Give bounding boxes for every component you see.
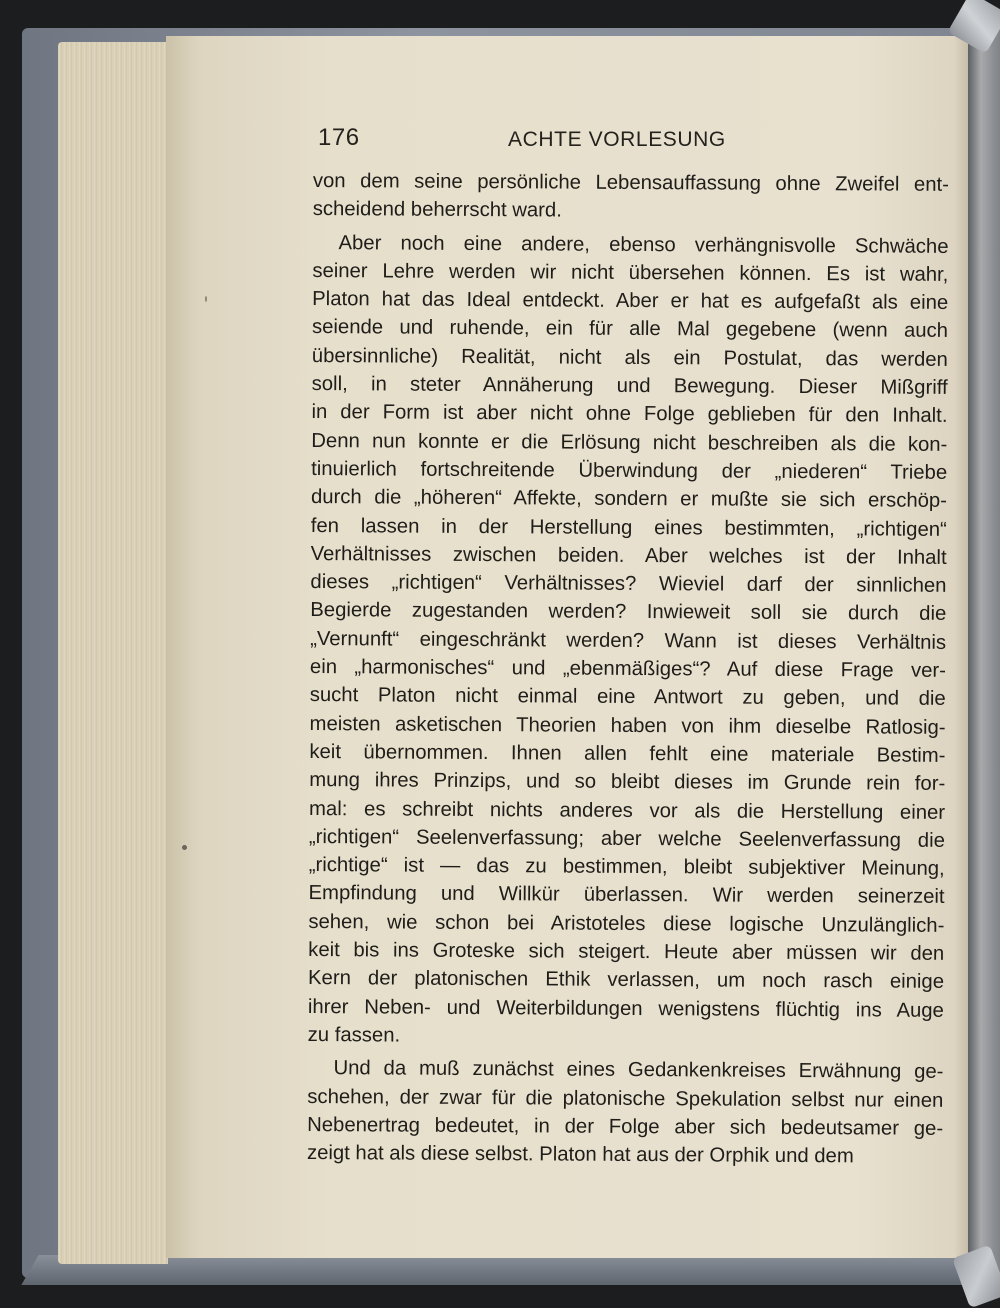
text-line: meisten asketischen Theorien haben von ihm dieselbe Ratlosig-	[309, 712, 946, 739]
text-line: seiende und ruhende, ein für alle Mal gegebene (wenn auch	[311, 316, 949, 343]
text-line: fen lassen in der Herstellung eines bestimmten, „richtigen“	[310, 514, 947, 541]
text-line: ein „harmonisches“ und „ebenmäßiges“? Auf diese Frage ver-	[309, 656, 947, 682]
text-line: Aber noch eine andere, ebenso verhängnisvolle Schwäche	[338, 231, 949, 258]
text-line: dieses „richtigen“ Verhältnisses? Wieviel darf der sinnlichen	[310, 571, 947, 598]
text-line: soll, in steter Annäherung und Bewegung. Dieser Mißgriff	[311, 373, 948, 399]
text-line: keit übernommen. Ihnen allen fehlt eine materiale Bestim-	[309, 740, 946, 767]
text-line: zu fassen.	[307, 1023, 401, 1047]
text-line: Nebenertrag bedeutet, in der Folge aber sich bedeutsamer ge-	[307, 1113, 944, 1140]
text-line: zeigt hat als diese selbst. Platon hat aus der Orphik und dem	[306, 1142, 854, 1168]
text-line: ihrer Neben- und Weiterbildungen wenigstens flüchtig ins Auge	[307, 995, 944, 1022]
text-line: Verhältnisses zwischen beiden. Aber welches ist der Inhalt	[310, 542, 947, 569]
text-line: Empfindung und Willkür überlassen. Wir werden seinerzeit	[308, 882, 945, 909]
page-speck	[182, 845, 187, 850]
gutter-shadow	[968, 30, 1000, 1270]
text-line: scheidend beherrscht ward.	[312, 198, 562, 222]
text-line: mung ihres Prinzips, und so bleibt dieses im Grunde rein for-	[309, 769, 946, 796]
text-line: Denn nun konnte er die Erlösung nicht beschreiben als die kon-	[311, 429, 948, 456]
page-number: 176	[318, 124, 360, 151]
running-head: ACHTE VORLESUNG	[508, 128, 726, 151]
text-line: Und da muß zunächst eines Gedankenkreises Erwähnung ge-	[333, 1057, 944, 1084]
text-line: sehen, wie schon bei Aristoteles diese logische Unzulänglich-	[308, 910, 945, 937]
text-line: schehen, der zwar für die platonische Spekulation selbst nur einen	[307, 1085, 944, 1112]
book-cover-bottom-edge	[21, 1255, 1000, 1285]
page-header	[318, 118, 958, 158]
text-line: keit bis ins Groteske sich steigert. Heute aber müssen wir den	[308, 939, 945, 965]
text-line: „Vernunft“ eingeschränkt werden? Wann ist dieses Verhältnis	[310, 627, 947, 654]
text-line: übersinnliche) Realität, nicht als ein Postulat, das werden	[311, 344, 948, 371]
text-line: Begierde zugestanden werden? Inwieweit soll sie durch die	[310, 599, 947, 626]
text-line: „richtigen“ Seelenverfassung; aber welche Seelenverfassung die	[308, 825, 945, 852]
text-line: tinuierlich fortschreitende Überwindung der „niederen“ Triebe	[311, 457, 948, 484]
text-line: von dem seine persönliche Lebensauffassung ohne Zweifel ent-	[312, 169, 949, 196]
text-line: durch die „höheren“ Affekte, sondern er mußte sie sich erschöp-	[310, 486, 948, 513]
page-speck	[205, 296, 207, 302]
text-line: Platon hat das Ideal entdeckt. Aber er hat es aufgefaßt als eine	[312, 288, 949, 315]
text-line: sucht Platon nicht einmal eine Antwort zu geben, und die	[309, 684, 946, 711]
page-edges	[58, 42, 168, 1264]
text-line: Kern der platonischen Ethik verlassen, um noch rasch einige	[307, 967, 945, 994]
text-line: „richtige“ ist — das zu bestimmen, bleibt subjektiver Meinung,	[308, 854, 945, 880]
text-line: mal: es schreibt nichts anderes vor als die Herstellung einer	[309, 797, 946, 824]
text-line: seiner Lehre werden wir nicht übersehen können. Es ist wahr,	[312, 259, 949, 286]
body-text	[307, 167, 949, 1171]
text-line: in der Form ist aber nicht ohne Folge geblieben für den Inhalt.	[311, 401, 948, 428]
